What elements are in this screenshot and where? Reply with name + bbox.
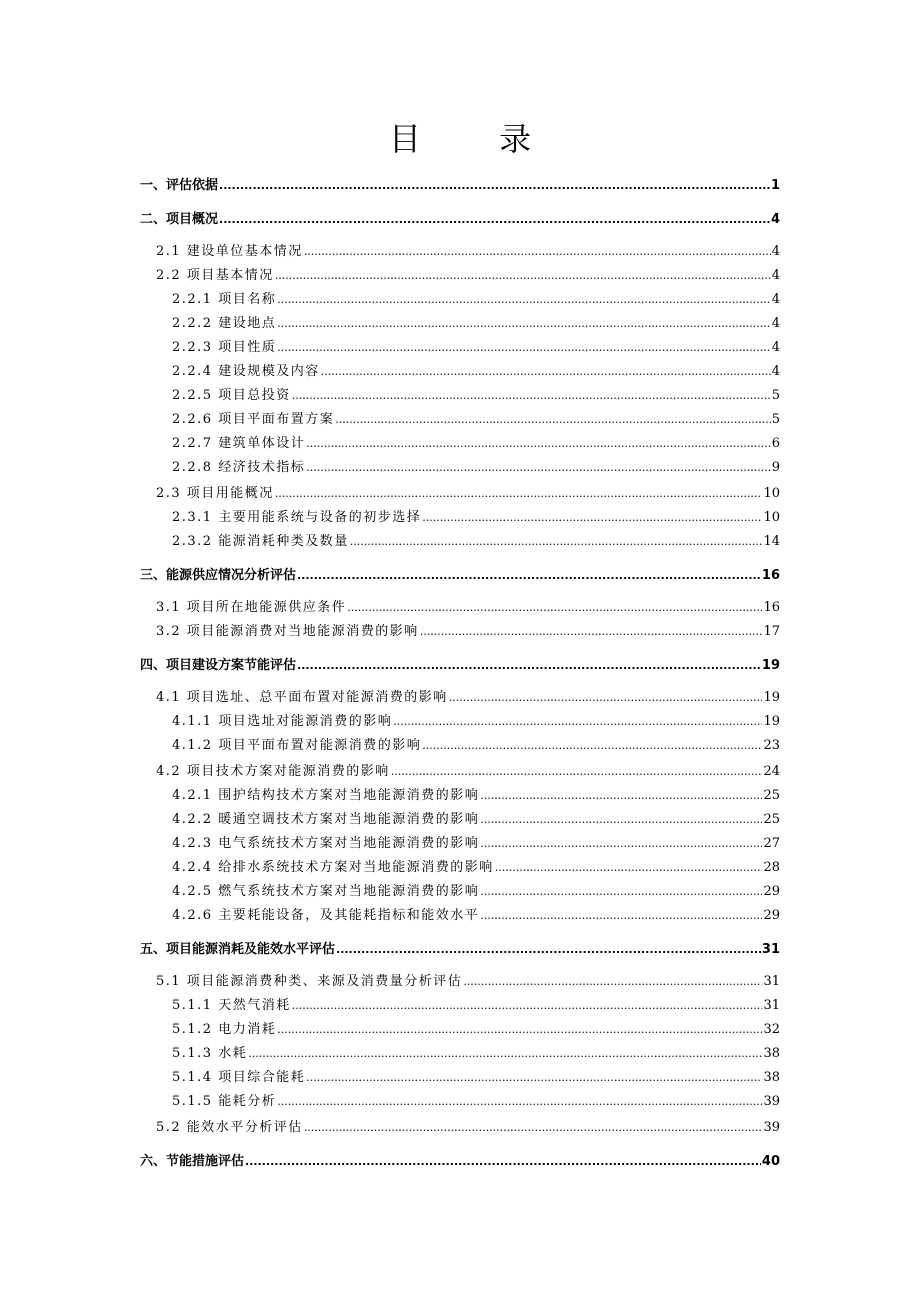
toc-entry-page: 19: [761, 658, 780, 673]
toc-leader-dots: [480, 789, 762, 802]
toc-leader-dots: [248, 1047, 762, 1060]
toc-entry-label: 5.1.4 项目综合能耗: [172, 1070, 306, 1085]
toc-entry[interactable]: [156, 620, 780, 639]
toc-entry-label: 4.2.5 燃气系统技术方案对当地能源消费的影响: [172, 884, 480, 899]
toc-entry-label: 4.1 项目选址、总平面布置对能源消费的影响: [156, 690, 448, 705]
toc-entry[interactable]: [140, 938, 780, 957]
toc-entry-page: 10: [763, 486, 780, 501]
toc-entry[interactable]: [172, 856, 780, 875]
toc-leader-dots: [347, 601, 762, 614]
toc-entry-page: 39: [763, 1094, 780, 1109]
toc-entry-label: 2.2.8 经济技术指标: [172, 460, 306, 475]
toc-entry[interactable]: [140, 564, 780, 583]
toc-entry-label: 五、项目能源消耗及能效水平评估: [140, 942, 336, 957]
toc-entry-page: 4: [771, 268, 780, 283]
toc-entry-label: 4.2 项目技术方案对能源消费的影响: [156, 764, 390, 779]
toc-entry[interactable]: [172, 832, 780, 851]
toc-leader-dots: [422, 739, 762, 752]
toc-leader-dots: [480, 837, 762, 850]
toc-entry[interactable]: [172, 1018, 780, 1037]
toc-leader-dots: [480, 909, 762, 922]
toc-leader-dots: [306, 1071, 762, 1084]
toc-entry-label: 2.3.1 主要用能系统与设备的初步选择: [172, 510, 422, 525]
toc-entry[interactable]: [172, 1042, 780, 1061]
toc-entry-page: 14: [763, 534, 780, 549]
toc-entry[interactable]: [172, 288, 780, 307]
toc-entry-page: 4: [771, 364, 780, 379]
toc-entry-page: 38: [763, 1070, 780, 1085]
toc-entry[interactable]: [140, 654, 780, 673]
toc-leader-dots: [297, 569, 761, 582]
toc-entry-page: 4: [771, 340, 780, 355]
toc-leader-dots: [275, 487, 763, 500]
toc-entry-label: 2.2.1 项目名称: [172, 292, 277, 307]
toc-entry-label: 4.1.1 项目选址对能源消费的影响: [172, 714, 393, 729]
toc-entry-label: 5.1.3 水耗: [172, 1046, 248, 1061]
toc-entry[interactable]: [172, 904, 780, 923]
toc-leader-dots: [420, 625, 763, 638]
toc-entry[interactable]: [172, 360, 780, 379]
toc-entry-label: 5.2 能效水平分析评估: [156, 1120, 303, 1135]
toc-entry-label: 4.2.3 电气系统技术方案对当地能源消费的影响: [172, 836, 480, 851]
toc-entry-page: 17: [763, 624, 780, 639]
toc-entry-label: 3.2 项目能源消费对当地能源消费的影响: [156, 624, 419, 639]
toc-entry[interactable]: [172, 432, 780, 451]
toc-entry-page: 5: [771, 388, 780, 403]
toc-leader-dots: [277, 317, 771, 330]
toc-entry-label: 一、评估依据: [140, 178, 219, 193]
toc-leader-dots: [336, 943, 761, 956]
toc-entry[interactable]: [172, 408, 780, 427]
toc-entry-label: 2.2 项目基本情况: [156, 268, 274, 283]
toc-entry[interactable]: [172, 880, 780, 899]
toc-entry-label: 2.2.5 项目总投资: [172, 388, 291, 403]
toc-entry-page: 23: [763, 738, 780, 753]
toc-entry-label: 4.2.1 围护结构技术方案对当地能源消费的影响: [172, 788, 480, 803]
toc-entry-page: 9: [771, 460, 780, 475]
toc-leader-dots: [277, 1023, 762, 1036]
toc-entry-label: 二、项目概况: [140, 212, 219, 227]
toc-leader-dots: [495, 861, 763, 874]
toc-entry-page: 25: [763, 812, 780, 827]
toc-entry[interactable]: [172, 1066, 780, 1085]
toc-entry-page: 10: [763, 510, 780, 525]
toc-entry[interactable]: [140, 174, 780, 193]
toc-entry-label: 5.1.2 电力消耗: [172, 1022, 277, 1037]
toc-entry[interactable]: [172, 1090, 780, 1109]
toc-leader-dots: [277, 293, 771, 306]
toc-entry-page: 29: [763, 908, 780, 923]
toc-leader-dots: [350, 535, 763, 548]
toc-entry[interactable]: [172, 384, 780, 403]
toc-leader-dots: [297, 659, 761, 672]
toc-leader-dots: [306, 461, 771, 474]
toc-entry[interactable]: [156, 686, 780, 705]
toc-entry-page: 4: [771, 292, 780, 307]
toc-leader-dots: [292, 389, 771, 402]
toc-entry-page: 16: [763, 600, 780, 615]
toc-leader-dots: [422, 511, 762, 524]
toc-leader-dots: [245, 1155, 761, 1168]
toc-entry-page: 40: [761, 1154, 780, 1169]
toc-entry-page: 19: [763, 714, 780, 729]
toc-entry-label: 4.2.6 主要耗能设备，及其能耗指标和能效水平: [172, 908, 480, 923]
toc-entry-page: 19: [763, 690, 780, 705]
toc-entry-label: 2.2.2 建设地点: [172, 316, 277, 331]
toc-entry-page: 39: [763, 1120, 780, 1135]
toc-entry[interactable]: [172, 808, 780, 827]
toc-entry-label: 3.1 项目所在地能源供应条件: [156, 600, 347, 615]
toc-entry[interactable]: [156, 760, 780, 779]
toc-entry-page: 31: [763, 998, 780, 1013]
toc-entry-label: 2.1 建设单位基本情况: [156, 244, 303, 259]
toc-entry[interactable]: [172, 336, 780, 355]
toc-entry[interactable]: [156, 596, 780, 615]
toc-entry-page: 1: [770, 178, 780, 193]
toc-leader-dots: [304, 245, 771, 258]
toc-leader-dots: [275, 269, 771, 282]
toc-entry-label: 2.2.4 建设规模及内容: [172, 364, 320, 379]
toc-entry-label: 4.2.2 暖通空调技术方案对当地能源消费的影响: [172, 812, 480, 827]
toc-leader-dots: [393, 715, 762, 728]
toc-entry-page: 29: [763, 884, 780, 899]
toc-entry[interactable]: [172, 312, 780, 331]
toc-entry[interactable]: [156, 482, 780, 501]
toc-entry[interactable]: [172, 506, 780, 525]
toc-entry[interactable]: [172, 734, 780, 753]
toc-entry-page: 32: [763, 1022, 780, 1037]
toc-leader-dots: [480, 885, 762, 898]
toc-entry[interactable]: [156, 264, 780, 283]
toc-entry-page: 4: [771, 316, 780, 331]
toc-leader-dots: [292, 999, 763, 1012]
toc-entry-page: 4: [771, 244, 780, 259]
toc-leader-dots: [480, 813, 762, 826]
toc-entry-page: 24: [763, 764, 780, 779]
toc-entry-page: 28: [763, 860, 780, 875]
toc-leader-dots: [306, 437, 771, 450]
toc-entry-label: 2.2.3 项目性质: [172, 340, 277, 355]
toc-leader-dots: [463, 975, 762, 988]
toc-entry-page: 6: [771, 436, 780, 451]
toc-entry-page: 25: [763, 788, 780, 803]
toc-entry-label: 5.1 项目能源消费种类、来源及消费量分析评估: [156, 974, 463, 989]
toc-entry[interactable]: [156, 240, 780, 259]
toc-entry-label: 4.2.4 给排水系统技术方案对当地能源消费的影响: [172, 860, 494, 875]
toc-entry-page: 38: [763, 1046, 780, 1061]
toc-entry[interactable]: [172, 530, 780, 549]
toc-entry[interactable]: [172, 784, 780, 803]
toc-entry[interactable]: [140, 208, 780, 227]
toc-leader-dots: [277, 341, 771, 354]
toc-entry[interactable]: [156, 1116, 780, 1135]
toc-entry-label: 2.2.6 项目平面布置方案: [172, 412, 335, 427]
toc-entry-label: 2.2.7 建筑单体设计: [172, 436, 306, 451]
toc-entry-page: 5: [771, 412, 780, 427]
toc-entry[interactable]: [172, 456, 780, 475]
toc-entry-page: 16: [761, 568, 780, 583]
toc-entry-page: 31: [763, 974, 780, 989]
toc-leader-dots: [391, 765, 763, 778]
toc-entry-label: 2.3 项目用能概况: [156, 486, 274, 501]
toc-entry-page: 31: [761, 942, 780, 957]
toc-entry[interactable]: [156, 970, 780, 989]
toc-entry-label: 5.1.5 能耗分析: [172, 1094, 277, 1109]
toc-leader-dots: [277, 1095, 762, 1108]
toc-entry-label: 4.1.2 项目平面布置对能源消费的影响: [172, 738, 422, 753]
page-title: 目 录: [388, 120, 566, 158]
toc-entry-page: 4: [770, 212, 780, 227]
toc-leader-dots: [219, 179, 770, 192]
toc-leader-dots: [449, 691, 763, 704]
toc-entry-label: 2.3.2 能源消耗种类及数量: [172, 534, 349, 549]
toc-entry-label: 三、能源供应情况分析评估: [140, 568, 297, 583]
toc-leader-dots: [304, 1121, 763, 1134]
toc-entry[interactable]: [172, 710, 780, 729]
toc-leader-dots: [321, 365, 771, 378]
toc-entry-page: 27: [763, 836, 780, 851]
toc-leader-dots: [219, 213, 770, 226]
toc-entry[interactable]: [172, 994, 780, 1013]
toc-entry[interactable]: [140, 1150, 780, 1169]
toc-entry-label: 四、项目建设方案节能评估: [140, 658, 297, 673]
toc-entry-label: 六、节能措施评估: [140, 1154, 245, 1169]
toc-entry-label: 5.1.1 天然气消耗: [172, 998, 291, 1013]
toc-leader-dots: [335, 413, 771, 426]
